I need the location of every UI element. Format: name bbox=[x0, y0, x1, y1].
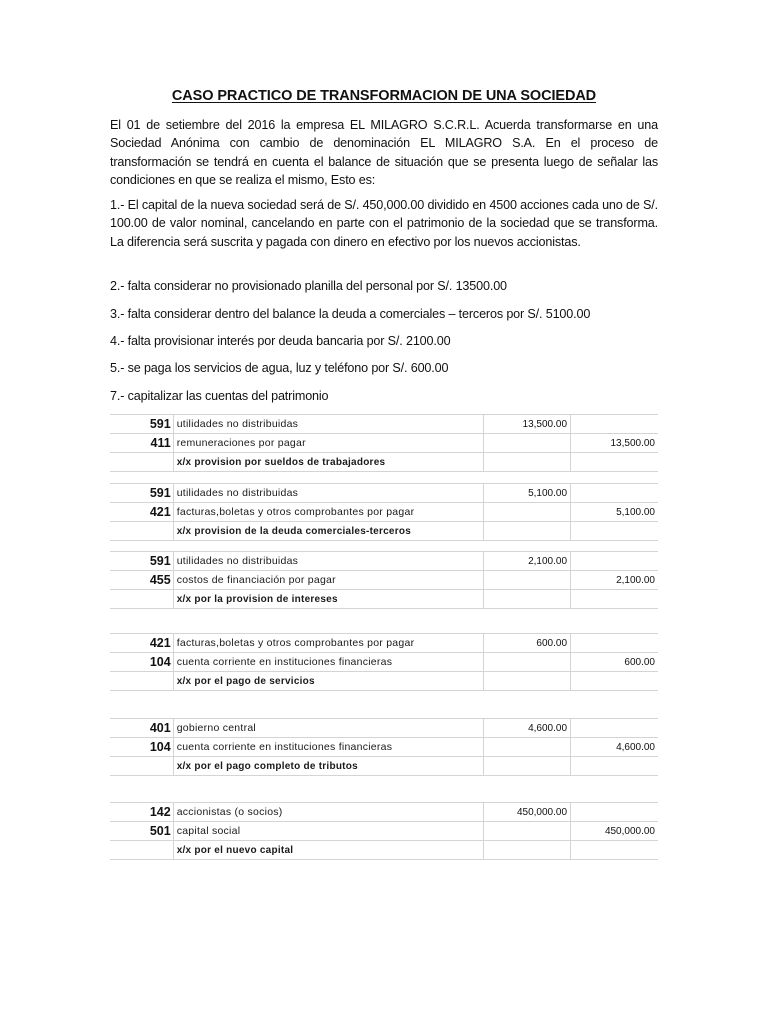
debit-row bbox=[110, 719, 658, 738]
credit-row bbox=[110, 653, 658, 672]
debit-account-name: utilidades no distribuidas bbox=[173, 415, 483, 434]
credit-account-name: cuenta corriente en instituciones financieras bbox=[173, 653, 483, 672]
credit-account-code: 455 bbox=[110, 571, 173, 590]
credit-account-name: costos de financiación por pagar bbox=[173, 571, 483, 590]
credit-account-code: 104 bbox=[110, 653, 173, 672]
credit-amount: 450,000.00 bbox=[571, 822, 658, 841]
condition-item-2: 2.- falta considerar no provisionado planilla del personal por S/. 13500.00 bbox=[110, 279, 507, 293]
debit-amount: 2,100.00 bbox=[484, 552, 571, 571]
entry-gloss: x/x por el pago completo de tributos bbox=[173, 757, 483, 776]
gloss-debit-cell bbox=[484, 672, 571, 691]
credit-amount: 13,500.00 bbox=[571, 434, 658, 453]
journal-entry-5 bbox=[110, 718, 658, 776]
gloss-code-cell bbox=[110, 453, 173, 472]
gloss-row bbox=[110, 522, 658, 541]
debit-row-credit-cell bbox=[571, 634, 658, 653]
entry-gloss: x/x por la provision de intereses bbox=[173, 590, 483, 609]
credit-row bbox=[110, 503, 658, 522]
debit-row-credit-cell bbox=[571, 803, 658, 822]
gloss-debit-cell bbox=[484, 841, 571, 860]
debit-row bbox=[110, 484, 658, 503]
credit-account-name: remuneraciones por pagar bbox=[173, 434, 483, 453]
debit-account-name: utilidades no distribuidas bbox=[173, 484, 483, 503]
journal-entry-6 bbox=[110, 802, 658, 860]
credit-row bbox=[110, 434, 658, 453]
entry-gloss: x/x provision por sueldos de trabajadores bbox=[173, 453, 483, 472]
credit-amount: 600.00 bbox=[571, 653, 658, 672]
document-title: CASO PRACTICO DE TRANSFORMACION DE UNA SOCIEDAD bbox=[171, 88, 597, 104]
credit-account-name: facturas,boletas y otros comprobantes por pagar bbox=[173, 503, 483, 522]
debit-row-credit-cell bbox=[571, 552, 658, 571]
debit-amount: 5,100.00 bbox=[484, 484, 571, 503]
gloss-credit-cell bbox=[571, 453, 658, 472]
entry-gloss: x/x por el pago de servicios bbox=[173, 672, 483, 691]
credit-amount: 2,100.00 bbox=[571, 571, 658, 590]
gloss-row bbox=[110, 841, 658, 860]
debit-amount: 600.00 bbox=[484, 634, 571, 653]
gloss-credit-cell bbox=[571, 757, 658, 776]
debit-amount: 13,500.00 bbox=[484, 415, 571, 434]
gloss-debit-cell bbox=[484, 590, 571, 609]
gloss-row bbox=[110, 453, 658, 472]
condition-item-4: 4.- falta provisionar interés por deuda bancaria por S/. 2100.00 bbox=[110, 334, 451, 348]
credit-row-debit-cell bbox=[484, 571, 571, 590]
credit-amount: 5,100.00 bbox=[571, 503, 658, 522]
debit-row-credit-cell bbox=[571, 719, 658, 738]
gloss-credit-cell bbox=[571, 672, 658, 691]
debit-account-name: facturas,boletas y otros comprobantes por pagar bbox=[173, 634, 483, 653]
debit-account-code: 142 bbox=[110, 803, 173, 822]
credit-account-code: 411 bbox=[110, 434, 173, 453]
condition-item-3: 3.- falta considerar dentro del balance la deuda a comerciales – terceros por S/. 5100.00 bbox=[110, 307, 591, 321]
credit-amount: 4,600.00 bbox=[571, 738, 658, 757]
debit-row-credit-cell bbox=[571, 415, 658, 434]
credit-account-name: cuenta corriente en instituciones financieras bbox=[173, 738, 483, 757]
gloss-credit-cell bbox=[571, 590, 658, 609]
gloss-row bbox=[110, 757, 658, 776]
debit-account-name: utilidades no distribuidas bbox=[173, 552, 483, 571]
debit-row-credit-cell bbox=[571, 484, 658, 503]
gloss-debit-cell bbox=[484, 522, 571, 541]
gloss-code-cell bbox=[110, 590, 173, 609]
credit-row bbox=[110, 822, 658, 841]
debit-amount: 4,600.00 bbox=[484, 719, 571, 738]
gloss-debit-cell bbox=[484, 453, 571, 472]
debit-row bbox=[110, 415, 658, 434]
debit-row bbox=[110, 634, 658, 653]
condition-item-5: 5.- se paga los servicios de agua, luz y teléfono por S/. 600.00 bbox=[110, 361, 449, 375]
credit-row-debit-cell bbox=[484, 653, 571, 672]
journal-entry-3 bbox=[110, 551, 658, 609]
entry-gloss: x/x provision de la deuda comerciales-terceros bbox=[173, 522, 483, 541]
gloss-credit-cell bbox=[571, 841, 658, 860]
gloss-code-cell bbox=[110, 672, 173, 691]
condition-item-1: 1.- El capital de la nueva sociedad será de S/. 450,000.00 dividido en 4500 acciones cada uno de S/. 100.00 de valor nominal, cancelando en parte con el patrimonio de la sociedad que se transforma. La diferencia será suscrita y pagada con dinero en efectivo por los nuevos accionistas. bbox=[110, 198, 658, 249]
debit-account-code: 401 bbox=[110, 719, 173, 738]
credit-account-code: 501 bbox=[110, 822, 173, 841]
credit-row-debit-cell bbox=[484, 434, 571, 453]
credit-row-debit-cell bbox=[484, 822, 571, 841]
gloss-row bbox=[110, 590, 658, 609]
journal-entry-1 bbox=[110, 414, 658, 472]
credit-row bbox=[110, 571, 658, 590]
gloss-code-cell bbox=[110, 841, 173, 860]
credit-row-debit-cell bbox=[484, 503, 571, 522]
journal-entry-4 bbox=[110, 633, 658, 691]
journal-entry-2 bbox=[110, 483, 658, 541]
debit-account-code: 591 bbox=[110, 484, 173, 503]
credit-account-name: capital social bbox=[173, 822, 483, 841]
debit-row bbox=[110, 552, 658, 571]
credit-account-code: 104 bbox=[110, 738, 173, 757]
debit-account-code: 591 bbox=[110, 552, 173, 571]
gloss-code-cell bbox=[110, 522, 173, 541]
credit-row-debit-cell bbox=[484, 738, 571, 757]
debit-account-name: gobierno central bbox=[173, 719, 483, 738]
debit-account-code: 591 bbox=[110, 415, 173, 434]
debit-account-code: 421 bbox=[110, 634, 173, 653]
gloss-row bbox=[110, 672, 658, 691]
entry-gloss: x/x por el nuevo capital bbox=[173, 841, 483, 860]
credit-account-code: 421 bbox=[110, 503, 173, 522]
gloss-debit-cell bbox=[484, 757, 571, 776]
credit-row bbox=[110, 738, 658, 757]
gloss-credit-cell bbox=[571, 522, 658, 541]
gloss-code-cell bbox=[110, 757, 173, 776]
condition-item-7: 7.- capitalizar las cuentas del patrimonio bbox=[110, 389, 329, 403]
debit-account-name: accionistas (o socios) bbox=[173, 803, 483, 822]
debit-row bbox=[110, 803, 658, 822]
debit-amount: 450,000.00 bbox=[484, 803, 571, 822]
intro-paragraph: El 01 de setiembre del 2016 la empresa EL MILAGRO S.C.R.L. Acuerda transformarse en una Sociedad Anónima con cambio de denominación EL MILAGRO S.A. En el proceso de transformación se tendrá en cuenta el balance de situación que se presenta luego de señalar las condiciones en que se realiza el mismo, Esto es: bbox=[110, 118, 658, 187]
